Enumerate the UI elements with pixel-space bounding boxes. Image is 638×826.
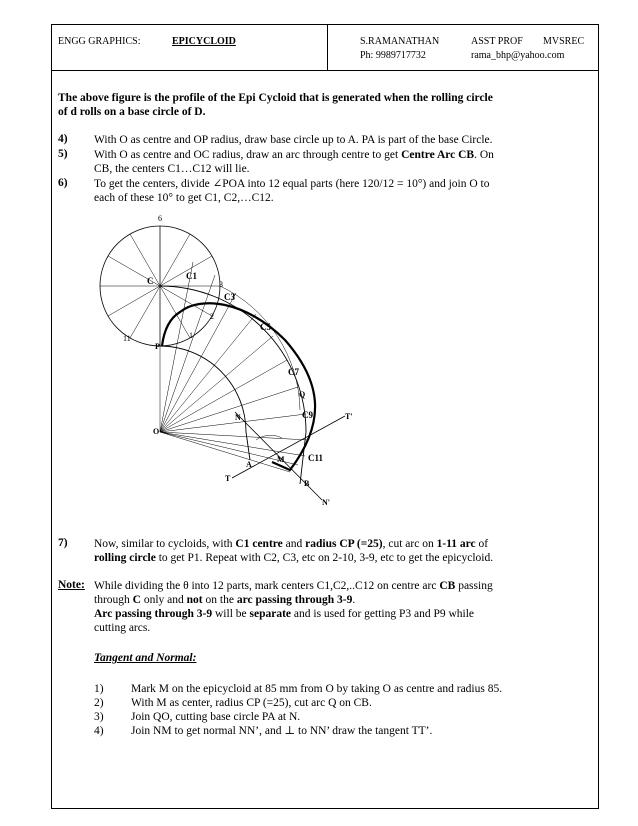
- label-o: O: [153, 427, 160, 436]
- point-6-label: 6: [158, 214, 162, 223]
- step-7-line-1: Now, similar to cycloids, with C1 centre and radius CP (=25), cut arc on 1-11 arc of: [94, 538, 489, 550]
- step-4-number: 4): [58, 133, 68, 145]
- label-m: M: [277, 455, 285, 464]
- header-subject: ENGG GRAPHICS:: [58, 36, 141, 47]
- step-6-line-2: each of these 10° to get C1, C2,…C12.: [94, 192, 274, 204]
- arc-at-m: [256, 435, 282, 440]
- tangent-item-4-number: 4): [94, 725, 104, 737]
- step-6-line-1: To get the centers, divide ∠POA into 12 equal parts (here 120/12 = 10°) and join O to: [94, 178, 490, 190]
- label-t-prime: T': [345, 412, 353, 421]
- intro-line-1: The above figure is the profile of the Epi Cycloid that is generated when the rolling circle: [58, 92, 493, 104]
- tangent-item-1-text: Mark M on the epicycloid at 85 mm from O by taking O as centre and radius 85.: [131, 683, 503, 695]
- point-11-label: 11: [123, 334, 131, 343]
- header-role: ASST PROF: [471, 36, 523, 47]
- tangent-item-4-text: Join NM to get normal NN’, and ⊥ to NN’ draw the tangent TT’.: [131, 725, 433, 737]
- tangent-item-2-number: 2): [94, 697, 104, 709]
- tangent-item-3-number: 3): [94, 711, 104, 723]
- label-n-prime: N': [322, 498, 330, 507]
- label-c9: C9: [302, 410, 313, 420]
- label-q: Q: [299, 390, 306, 399]
- label-a: A: [246, 460, 252, 469]
- tangent-normal-title: Tangent and Normal:: [94, 652, 197, 664]
- header-email: rama_bhp@yahoo.com: [471, 50, 565, 61]
- label-t: T: [225, 474, 231, 483]
- note-line-1: While dividing the θ into 12 parts, mark centers C1,C2,..C12 on centre arc CB passing: [94, 580, 493, 592]
- label-c: C: [147, 276, 154, 286]
- tangent-item-1-number: 1): [94, 683, 104, 695]
- label-c1: C1: [186, 271, 197, 281]
- step-6-number: 6): [58, 177, 68, 189]
- label-c3: C3: [224, 292, 235, 302]
- label-b: B: [304, 479, 310, 488]
- label-n: N: [235, 413, 241, 422]
- step-7-line-2: rolling circle to get P1. Repeat with C2, C3, etc on 2-10, 3-9, etc to get the epicycloid.: [94, 552, 494, 564]
- header-phone: Ph: 9989717732: [360, 50, 426, 61]
- step-5-line-1: With O as centre and OC radius, draw an arc through centre to get Centre Arc CB. On: [94, 149, 494, 161]
- point-2-label: 2: [210, 312, 214, 321]
- point-3-label: 3: [219, 280, 223, 289]
- intro-line-2: of d rolls on a base circle of D.: [58, 106, 206, 118]
- label-c7: C7: [288, 367, 299, 377]
- label-p: P: [155, 342, 160, 351]
- label-c5: C5: [260, 322, 271, 332]
- note-line-2: through C only and not on the arc passing through 3-9.: [94, 594, 356, 606]
- label-c11: C11: [308, 453, 324, 463]
- note-label: Note:: [58, 579, 85, 591]
- note-line-3: Arc passing through 3-9 will be separate and is used for getting P3 and P9 while: [94, 608, 475, 620]
- header-author: S.RAMANATHAN: [360, 36, 440, 47]
- step-5-line-2: CB, the centers C1…C12 will lie.: [94, 163, 250, 175]
- step-4-text: With O as centre and OP radius, draw base circle up to A. PA is part of the base Circle.: [94, 134, 493, 146]
- step-5-number: 5): [58, 148, 68, 160]
- step-7-number: 7): [58, 537, 68, 549]
- header-topic: EPICYCLOID: [172, 36, 236, 47]
- tangent-item-3-text: Join QO, cutting base circle PA at N.: [131, 711, 301, 723]
- header-college: MVSREC: [543, 36, 585, 47]
- note-line-4: cutting arcs.: [94, 622, 151, 634]
- point-1-label: 1: [189, 331, 193, 340]
- tangent-item-2-text: With M as center, radius CP (=25), cut arc Q on CB.: [131, 697, 372, 709]
